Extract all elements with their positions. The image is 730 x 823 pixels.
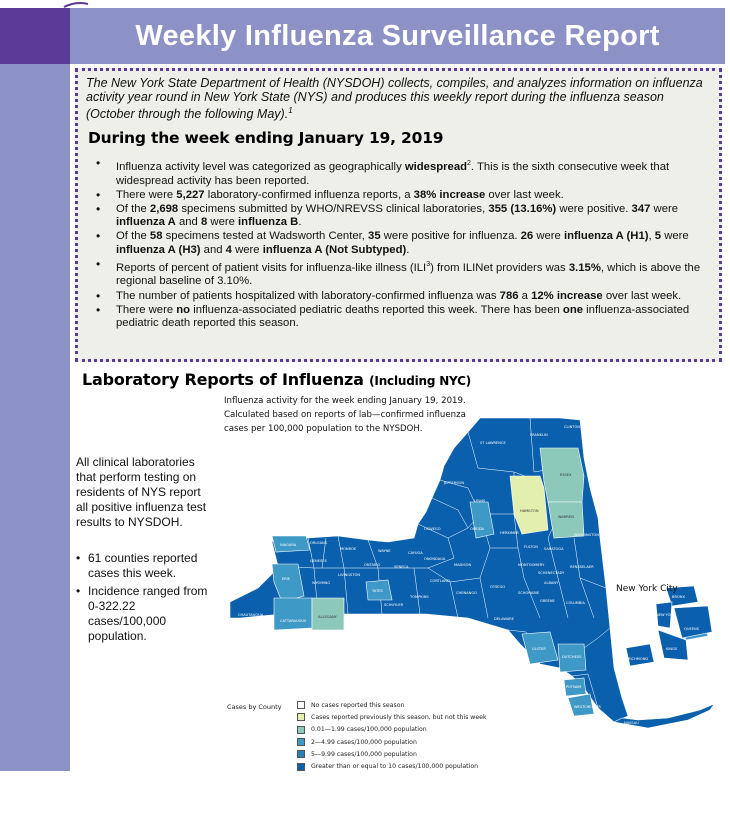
intro-paragraph <box>86 76 709 121</box>
weekly-summary-box <box>75 68 722 362</box>
label-nassau: NASSAU <box>624 721 639 725</box>
label-saratoga: SARATOGA <box>544 547 564 551</box>
label-wayne: WAYNE <box>378 549 391 553</box>
label-herkimer: HERKIMER <box>500 531 519 535</box>
legend-label: No cases reported this season <box>311 701 405 709</box>
corner-purple-block <box>0 8 70 64</box>
label-greene: GREENE <box>540 599 555 603</box>
label-seneca: SENECA <box>394 565 409 569</box>
nyc-queens <box>674 606 712 638</box>
report-header <box>70 8 725 64</box>
bullet-ili: • Reports of percent of patient visits for influenza-like illness (ILI$^3$) from ILINet providers was 3.15%, which is above the regional baseline of 3.10%. <box>116 258 709 289</box>
label-schoharie: SCHOHARIE <box>518 591 540 595</box>
legend-row <box>297 760 487 772</box>
legend-items <box>297 699 487 773</box>
label-rensselaer: RENSSELAER <box>570 565 594 569</box>
legend-label: 5—9.99 cases/100,000 population <box>311 750 417 758</box>
label-franklin: FRANKLIN <box>530 433 548 437</box>
label-niagara: NIAGARA <box>280 543 297 547</box>
legend-label: 0.01—1.99 cases/100,000 population <box>311 726 427 734</box>
label-cattaraugus: CATTARAUGUS <box>280 619 307 623</box>
lab-side-text <box>76 455 216 647</box>
label-yates: YATES <box>372 589 383 593</box>
label-oswego: OSWEGO <box>424 527 441 531</box>
legend-swatch <box>297 738 305 746</box>
intro-text: The New York State Department of Health (NYSDOH) collects, compiles, and analyzes information on influenza activity year round in New York State (NYS) and produces this weekly report during the influenza season (October through the following May). <box>86 76 703 122</box>
label-putnam: PUTNAM <box>566 685 582 689</box>
intro-footnote: 1 <box>288 106 293 115</box>
lab-side-item: • Incidence ranged from 0-322.22 cases/100,000 population. <box>88 584 216 644</box>
label-oneida: ONEIDA <box>470 527 485 531</box>
nyc-inset <box>626 586 712 666</box>
legend-row <box>297 748 487 760</box>
label-warren: WARREN <box>558 515 574 519</box>
label-ontario: ONTARIO <box>364 563 381 567</box>
label-clinton: CLINTON <box>564 425 580 429</box>
legend-row <box>297 699 487 711</box>
label-schuyler: SCHUYLER <box>384 603 404 607</box>
lab-side-list <box>76 551 216 644</box>
label-orleans: ORLEANS <box>310 541 328 545</box>
label-st-lawrence: ST LAWRENCE <box>480 441 506 445</box>
label-chautauqua: CHAUTAUQUA <box>238 613 264 617</box>
report-title: Weekly Influenza Surveillance Report <box>135 19 660 52</box>
label-essex: ESSEX <box>560 473 572 477</box>
label-kings: KINGS <box>666 647 678 651</box>
bullet-hospitalized: • The number of patients hospitalized with laboratory-confirmed influenza was 786 a 12% increase over last week. <box>116 290 709 304</box>
label-fulton: FULTON <box>524 545 538 549</box>
label-madison: MADISON <box>454 563 472 567</box>
legend-swatch <box>297 713 305 721</box>
label-suffolk: SUFFOLK <box>658 713 675 717</box>
label-tompkins: TOMPKINS <box>410 595 429 599</box>
top-strip <box>0 0 730 8</box>
label-schenectady: SCHENECTADY <box>538 571 565 575</box>
label-washington: WASHINGTON <box>574 533 599 537</box>
label-queens: QUEENS <box>684 627 699 631</box>
legend-label: Cases reported previously this season, but not this week <box>311 713 487 721</box>
label-delaware: DELAWARE <box>494 617 514 621</box>
legend-label: 2—4.99 cases/100,000 population <box>311 738 417 746</box>
label-lewis: LEWIS <box>474 499 486 503</box>
bullet-pediatric-deaths: • There were no influenza-associated pediatric deaths reported this week. There has been one influenza-associated pediatric death reported this season. <box>116 304 709 331</box>
lab-heading-text: Laboratory Reports of Influenza <box>82 370 364 389</box>
lab-side-item: • 61 counties reported cases this week. <box>88 551 216 581</box>
label-richmond: RICHMOND <box>628 657 649 661</box>
label-allegany: ALLEGANY <box>318 615 337 619</box>
label-cayuga: CAYUGA <box>408 551 423 555</box>
label-cortland: CORTLAND <box>430 579 450 583</box>
legend-swatch <box>297 763 305 771</box>
left-accent-bar <box>0 64 70 771</box>
map-caption-line: Influenza activity for the week ending January 19, 2019. <box>224 396 466 406</box>
county-cattaraugus <box>274 598 312 630</box>
label-hamilton: HAMILTON <box>520 509 539 513</box>
label-otsego: OTSEGO <box>490 585 506 589</box>
label-tioga: TIOGA <box>418 625 430 629</box>
label-ulster: ULSTER <box>532 647 546 651</box>
label-erie: ERIE <box>282 577 291 581</box>
label-livingston: LIVINGSTON <box>338 573 361 577</box>
week-heading: During the week ending January 19, 2019 <box>88 129 444 148</box>
label-chenango: CHENANGO <box>456 591 477 595</box>
lab-reports-heading <box>82 370 471 389</box>
county-allegany <box>312 598 344 630</box>
nysdoh-logo-swoosh <box>62 0 102 8</box>
label-broome: BROOME <box>446 621 462 625</box>
legend-row <box>297 736 487 748</box>
bullet-lab-reports: • There were 5,227 laboratory-confirmed influenza reports, a 38% increase over last week. <box>116 189 709 203</box>
lab-side-intro: All clinical laboratories that perform testing on residents of NYS report all positive influenza test results to NYSDOH. <box>76 455 207 529</box>
legend-swatch <box>297 726 305 734</box>
label-genesee: GENESEE <box>310 559 327 563</box>
label-new-york: NEW YORK <box>656 613 676 617</box>
label-jefferson: JEFFERSON <box>444 481 465 485</box>
label-montgomery: MONTGOMERY <box>518 563 545 567</box>
bullet-who-nrevss: • Of the 2,698 specimens submitted by WHO/NREVSS clinical laboratories, 355 (13.16%) were positive. 347 were influenza A and 8 were influenza B. <box>116 203 709 230</box>
label-rockland: ROCKLAND <box>550 705 571 709</box>
legend-title: Cases by County <box>227 703 282 711</box>
bullet-activity-level: • Influenza activity level was categorized as geographically widespread$^2$. This is the sixth consecutive week that widespread activity has been reported. <box>116 157 709 188</box>
legend-row <box>297 724 487 736</box>
nyc-richmond <box>626 644 654 666</box>
legend-swatch <box>297 701 305 709</box>
map-caption-line: Calculated based on reports of lab—confirmed influenza <box>224 410 466 420</box>
nyc-inset-label: New York City <box>616 584 678 594</box>
label-albany: ALBANY <box>544 581 559 585</box>
legend-row <box>297 711 487 723</box>
label-wyoming: WYOMING <box>312 581 331 585</box>
label-dutchess: DUTCHESS <box>562 655 582 659</box>
label-sullivan: SULLIVAN <box>508 661 526 665</box>
label-steuben: STEUBEN <box>358 615 375 619</box>
summary-bullet-list <box>86 157 709 331</box>
label-westchester: WESTCHESTER <box>574 705 601 709</box>
lab-heading-sub: (Including NYC) <box>369 374 472 388</box>
bullet-wadsworth: • Of the 58 specimens tested at Wadsworth Center, 35 were positive for influenza. 26 were influenza A (H1), 5 were influenza A (H3) and 4 were influenza A (Not Subtyped). <box>116 230 709 257</box>
legend-label: Greater than or equal to 10 cases/100,000 population <box>311 763 479 771</box>
label-chemung: CHEMUNG <box>386 625 405 629</box>
label-columbia: COLUMBIA <box>566 601 585 605</box>
label-orange: ORANGE <box>534 683 550 687</box>
map-caption-line: cases per 100,000 population to the NYSDOH. <box>224 424 423 434</box>
label-bronx: BRONX <box>672 595 685 599</box>
legend-swatch <box>297 750 305 758</box>
label-onondaga: ONONDAGA <box>424 557 446 561</box>
label-monroe: MONROE <box>340 547 357 551</box>
